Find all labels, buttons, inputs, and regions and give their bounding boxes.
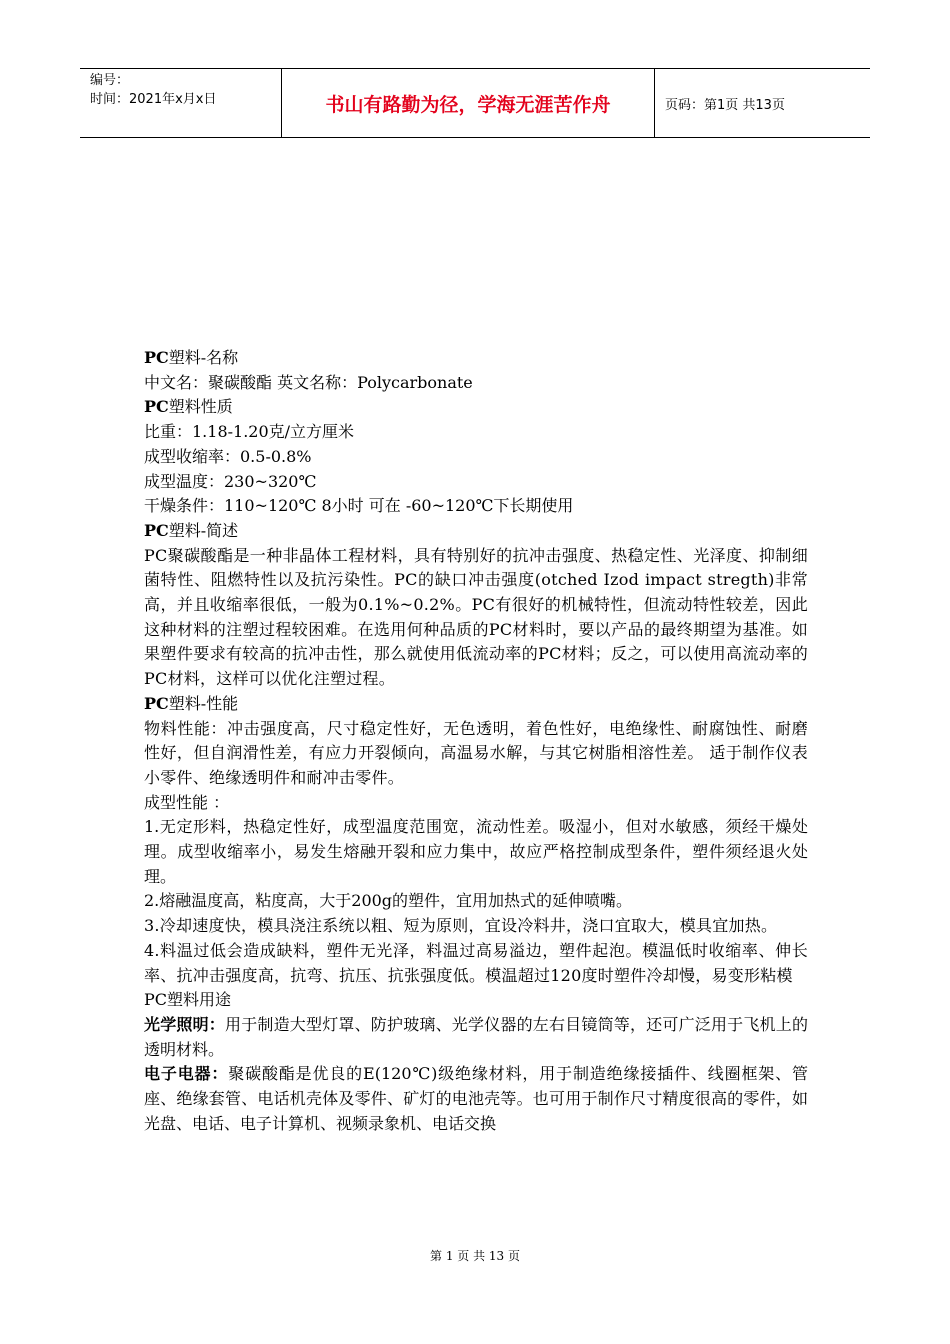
name-line: 中文名：聚碳酸酯 英文名称：Polycarbonate xyxy=(144,372,473,392)
molding-item-4: 4.料温过低会造成缺料，塑件无光泽，料温过高易溢边，塑件起泡。模温低时收缩率、伸长率、抗冲击强度高，抗弯、抗压、抗张强度低。模温超过120度时塑件冷却慢，易变形粘模 xyxy=(144,940,808,985)
molding-item-1: 1.无定形料，热稳定性好，成型温度范围宽，流动性差。吸湿小，但对水敏感，须经干燥处理。成型收缩率小，易发生熔融开裂和应力集中，故应严格控制成型条件，塑件须经退火处理。 xyxy=(144,817,808,886)
molding-title: 成型性能 ： xyxy=(144,792,230,812)
section-heading-performance: PC塑料-性能 xyxy=(144,693,239,713)
header-meta xyxy=(80,69,282,137)
header-motto: 书山有路勤为径，学海无涯苦作舟 xyxy=(282,69,655,137)
page-header xyxy=(80,68,870,138)
header-page-info: 页码：第1页 共13页 xyxy=(665,97,785,113)
section-heading-brief: PC塑料-简述 xyxy=(144,520,239,540)
doc-number-label: 编号： xyxy=(90,73,130,88)
molding-item-3: 3.冷却速度快，模具浇注系统以粗、短为原则，宜设冷料井，浇口宜取大，模具宜加热。 xyxy=(144,916,778,936)
property-shrinkage: 成型收缩率：0.5-0.8% xyxy=(144,446,312,466)
use-optical-label: 光学照明： xyxy=(144,1014,225,1034)
use-optical: 光学照明：用于制造大型灯罩、防护玻璃、光学仪器的左右目镜筒等，还可广泛用于飞机上的透明材料。 xyxy=(144,1014,808,1059)
document-body xyxy=(144,346,808,1137)
section-heading-properties: PC塑料性质 xyxy=(144,397,233,417)
doc-date: 时间：2021年x月x日 xyxy=(90,92,217,107)
property-drying: 干燥条件：110~120℃ 8小时 可在 -60~120℃下长期使用 xyxy=(144,496,574,516)
use-electrical-label: 电子电器： xyxy=(144,1064,229,1084)
molding-item-2: 2.熔融温度高，粘度高，大于200g的塑件，宜用加热式的延伸喷嘴。 xyxy=(144,891,633,911)
section-heading-uses: PC塑料用途 xyxy=(144,990,232,1010)
material-performance: 物料性能：冲击强度高，尺寸稳定性好，无色透明，着色性好，电绝缘性、耐腐蚀性、耐磨性好，但自润滑性差，有应力开裂倾向，高温易水解，与其它树脂相溶性差。 适于制作仪表小零件、绝缘透明件和耐冲击零件。 xyxy=(144,718,808,787)
property-gravity: 比重：1.18-1.20克/立方厘米 xyxy=(144,422,355,442)
brief-paragraph: PC聚碳酸酯是一种非晶体工程材料，具有特别好的抗冲击强度、热稳定性、光泽度、抑制细菌特性、阻燃特性以及抗污染性。PC的缺口冲击强度(otched Izod impact stregth)非常高，并且收缩率很低，一般为0.1%~0.2%。PC有很好的机械特性，但流动特性较差，因此这种材料的注塑过程较困难。在选用何种品质的PC材料时，要以产品的最终期望为基准。如果塑件要求有较高的抗冲击性，那么就使用低流动率的PC材料；反之，可以使用高流动率的PC材料，这样可以优化注塑过程。 xyxy=(144,545,808,689)
page-footer: 第 1 页 共 13 页 xyxy=(430,1249,520,1263)
property-temperature: 成型温度：230~320℃ xyxy=(144,471,317,491)
use-electrical: 电子电器：聚碳酸酯是优良的E(120℃)级绝缘材料，用于制造绝缘接插件、线圈框架、管座、绝缘套管、电话机壳体及零件、矿灯的电池壳等。也可用于制作尺寸精度很高的零件，如光盘、电话、电子计算机、视频录象机、电话交换 xyxy=(144,1064,808,1133)
section-heading-name: PC塑料-名称 xyxy=(144,348,239,367)
